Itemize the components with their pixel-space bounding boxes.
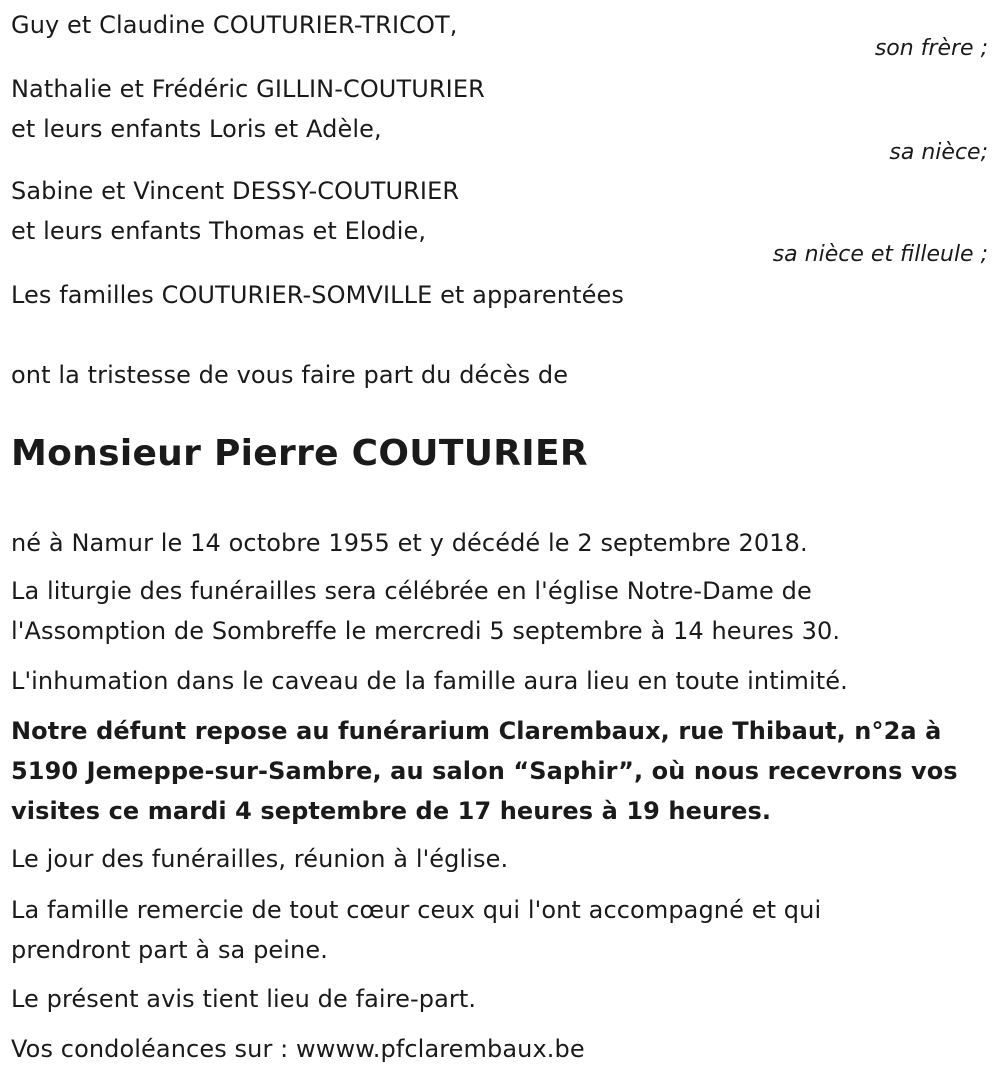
announcement-intro: ont la tristesse de vous faire part du décès de xyxy=(11,361,569,389)
thanks-line-2: prendront part à sa peine. xyxy=(11,936,328,964)
family-niece1-names: Nathalie et Frédéric GILLIN-COUTURIER xyxy=(11,75,485,103)
resting-place-line-3: visites ce mardi 4 septembre de 17 heures à 19 heures. xyxy=(11,797,772,825)
deceased-name: Monsieur Pierre COUTURIER xyxy=(11,433,588,474)
meeting-info: Le jour des funérailles, réunion à l'église. xyxy=(11,845,509,873)
family-brother-role: son frère ; xyxy=(874,36,988,61)
family-niece2-names: Sabine et Vincent DESSY-COUTURIER xyxy=(11,177,460,205)
thanks-line-1: La famille remercie de tout cœur ceux qui l'ont accompagné et qui xyxy=(11,896,822,924)
family-niece2-children: et leurs enfants Thomas et Elodie, xyxy=(11,217,427,245)
notice-statement: Le présent avis tient lieu de faire-part. xyxy=(11,985,477,1013)
resting-place-line-2: 5190 Jemeppe-sur-Sambre, au salon “Saphir”, où nous recevrons vos xyxy=(11,757,958,785)
family-niece2-role: sa nièce et filleule ; xyxy=(772,242,988,267)
family-others: Les familles COUTURIER-SOMVILLE et apparentées xyxy=(11,281,624,309)
family-niece1-role: sa nièce; xyxy=(889,140,988,165)
condolences-link[interactable]: Vos condoléances sur : wwww.pfclarembaux.be xyxy=(11,1035,585,1063)
liturgy-line-1: La liturgie des funérailles sera célébrée en l'église Notre-Dame de xyxy=(11,577,812,605)
family-brother-names: Guy et Claudine COUTURIER-TRICOT, xyxy=(11,11,458,39)
resting-place-line-1: Notre défunt repose au funérarium Clarembaux, rue Thibaut, n°2a à xyxy=(11,717,942,745)
family-niece1-children: et leurs enfants Loris et Adèle, xyxy=(11,115,382,143)
liturgy-line-2: l'Assomption de Sombreffe le mercredi 5 septembre à 14 heures 30. xyxy=(11,617,841,645)
burial-info: L'inhumation dans le caveau de la famille aura lieu en toute intimité. xyxy=(11,667,848,695)
birth-death-info: né à Namur le 14 octobre 1955 et y décédé le 2 septembre 2018. xyxy=(11,529,808,557)
